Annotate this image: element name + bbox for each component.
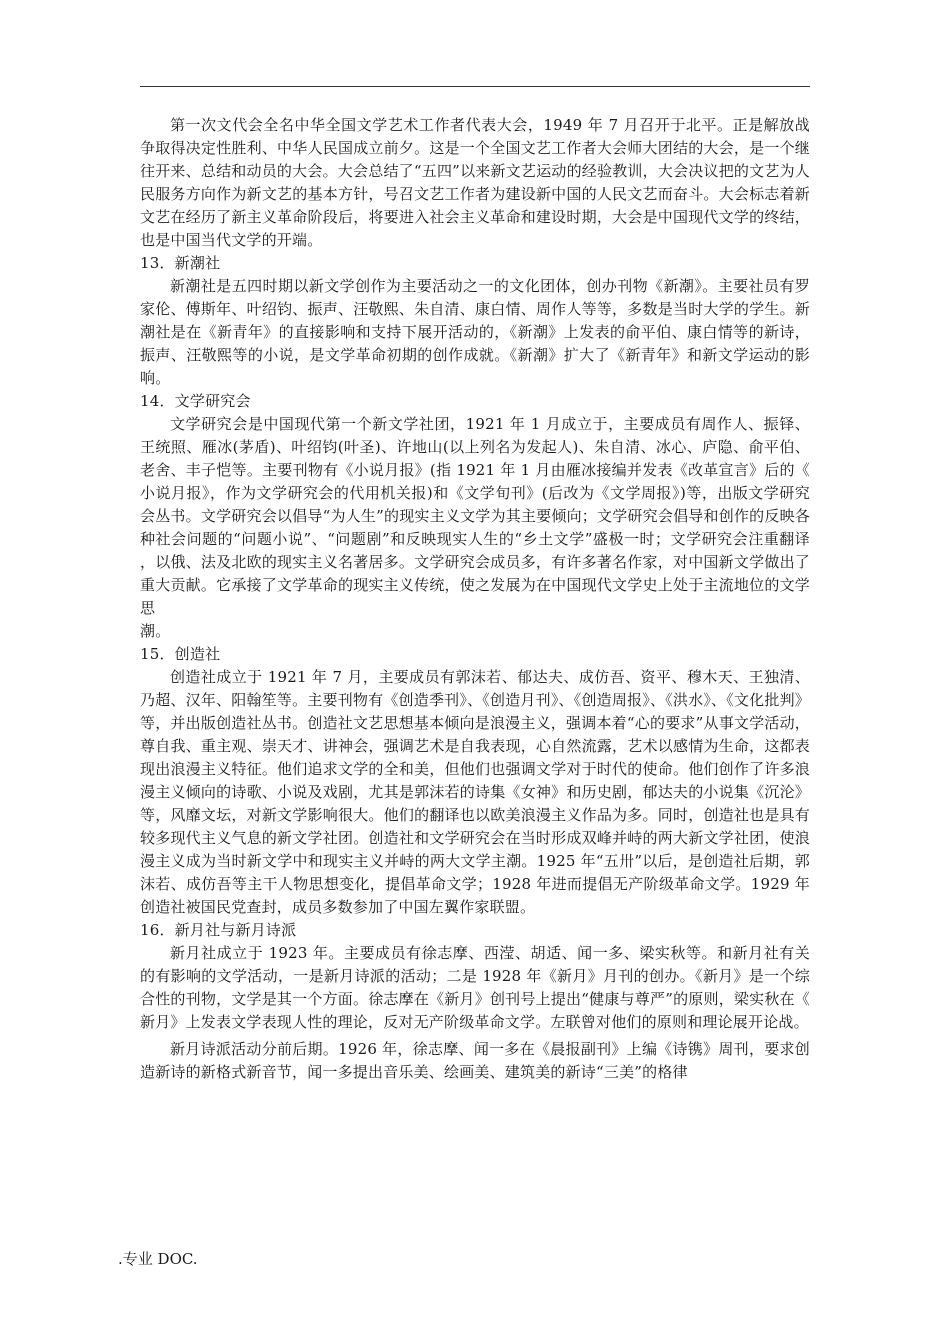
paragraph-literary-research-society: 文学研究会是中国现代第一个新文学社团，1921 年 1 月成立于，主要成员有周作人、振铎、王统照、雁冰(茅盾)、叶绍钧(叶圣)、许地山(以上列名为发起人)、朱自清、冰心、庐隐、俞平伯、老舍、丰子恺等。主要刊物有《小说月报》(指 1921 年 1 月由雁冰接编并发表《改革宣言》后的《小说月报》，作为文学研究会的代用机关报)和《文学旬刊》(后改为《文学周报》)等，出版文学研究会丛书。文学研究会以倡导“为人生”的现实主义文学为其主要倾向；文学研究会倡导和创作的反映各种社会问题的“问题小说”、“问题剧”和反映现实人生的“乡土文学”盛极一时；文学研究会注重翻译，以俄、法及北欧的现实主义名著居多。文学研究会成员多，有许多著名作家，对中国新文学做出了重大贡献。它承接了文学革命的现实主义传统，使之发展为在中国现代文学史上处于主流地位的文学思 xyxy=(140,415,810,617)
page-footer-label: .专业 DOC. xyxy=(118,1250,198,1268)
paragraph-first-congress: 第一次文代会全名中华全国文学艺术工作者代表大会，1949 年 7 月召开于北平。正是解放战争取得决定性胜利、中华人民国成立前夕。这是一个全国文艺工作者大会师大团结的大会，是一个继往开来、总结和动员的大会。大会总结了“五四”以来新文艺运动的经验教训，大会决议把的文艺为人民服务方向作为新文艺的基本方针，号召文艺工作者为建设新中国的人民文艺而奋斗。大会标志着新文艺在经历了新主义革命阶段后，将要进入社会主义革命和建设时期，大会是中国现代文学的终结，也是中国当代文学的开端。 xyxy=(140,116,810,249)
paragraph-literary-research-society-tail: 潮。 xyxy=(140,622,171,640)
section-heading-16: 16．新月社与新月诗派 xyxy=(140,921,297,939)
paragraph-crescent-poetry-school: 新月诗派活动分前后期。1926 年，徐志摩、闻一多在《晨报副刊》上编《诗镌》周刊，要求创造新诗的新格式新音节，闻一多提出音乐美、绘画美、建筑美的新诗“三美”的格律 xyxy=(140,1040,810,1081)
paragraph-xinchao-society: 新潮社是五四时期以新文学创作为主要活动之一的文化团体，创办刊物《新潮》。主要社员有罗家伦、傅斯年、叶绍钧、振声、汪敬熙、朱自清、康白情、周作人等等，多数是当时大学的学生。新潮社是在《新青年》的直接影响和支持下展开活动的，《新潮》上发表的俞平伯、康白情等的新诗，振声、汪敬熙等的小说，是文学革命初期的创作成就。《新潮》扩大了《新青年》和新文学运动的影响。 xyxy=(140,277,810,387)
section-heading-15: 15．创造社 xyxy=(140,645,221,663)
document-body xyxy=(140,114,810,1084)
section-heading-13: 13．新潮社 xyxy=(140,254,221,272)
header-rule xyxy=(140,86,810,87)
paragraph-creation-society: 创造社成立于 1921 年 7 月，主要成员有郭沫若、郁达夫、成仿吾、资平、穆木天、王独清、乃超、汉年、阳翰笙等。主要刊物有《创造季刊》、《创造月刊》、《创造周报》、《洪水》、《文化批判》等，并出版创造社丛书。创造社文艺思想基本倾向是浪漫主义，强调本着“心的要求”从事文学活动，尊自我、重主观、崇天才、讲神会，强调艺术是自我表现，心自然流露，艺术以感情为生命，这都表现出浪漫主义特征。他们追求文学的全和美，但他们也强调文学对于时代的使命。他们创作了许多浪漫主义倾向的诗歌、小说及戏剧，尤其是郭沫若的诗集《女神》和历史剧，郁达夫的小说集《沉沦》等，风靡文坛，对新文学影响很大。他们的翻译也以欧美浪漫主义作品为多。同时，创造社也是具有较多现代主义气息的新文学社团。创造社和文学研究会在当时形成双峰并峙的两大新文学社团，使浪漫主义成为当时新文学中和现实主义并峙的两大文学主潮。1925 年“五卅”以后，是创造社后期，郭沫若、成仿吾等主干人物思想变化，提倡革命文学；1928 年进而提倡无产阶级革命文学。1929 年创造社被国民党查封，成员多数参加了中国左翼作家联盟。 xyxy=(140,668,810,916)
section-heading-14: 14．文学研究会 xyxy=(140,392,251,410)
paragraph-crescent-society: 新月社成立于 1923 年。主要成员有徐志摩、西滢、胡适、闻一多、梁实秋等。和新月社有关的有影响的文学活动，一是新月诗派的活动；二是 1928 年《新月》月刊的创办。《新月》是一个综合性的刊物，文学是其一个方面。徐志摩在《新月》创刊号上提出“健康与尊严”的原则，梁实秋在《新月》上发表文学表现人性的理论，反对无产阶级革命文学。左联曾对他们的原则和理论展开论战。 xyxy=(140,944,810,1031)
